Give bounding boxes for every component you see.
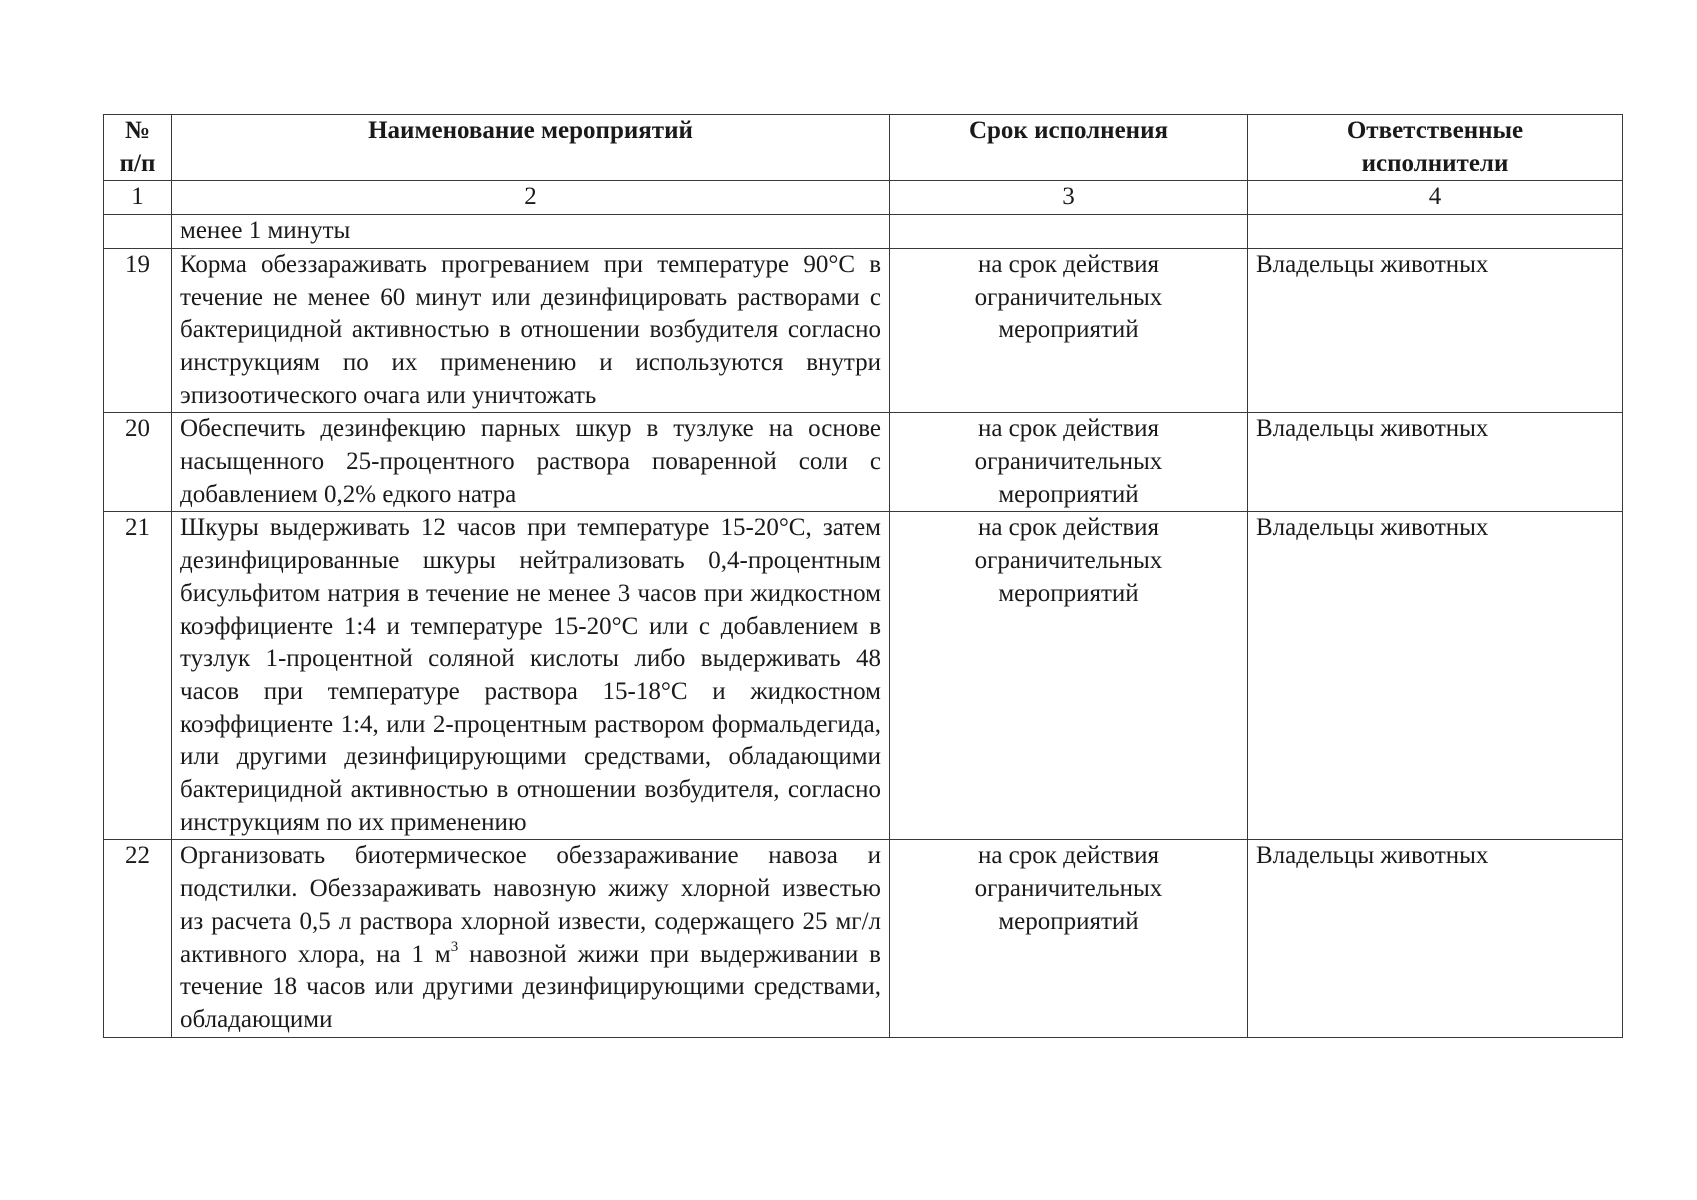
term-line: на срок действия xyxy=(977,514,1160,542)
term-line: ограничительных xyxy=(974,448,1163,476)
row-description: Обеспечить дезинфекцию парных шкур в тузлуке на основе насыщенного 25-процентного раствора поваренной соли с добавлением 0,2% едкого натра xyxy=(172,413,890,512)
row-num: 22 xyxy=(104,840,172,1037)
superscript: 3 xyxy=(450,938,459,955)
row-description xyxy=(172,840,890,1037)
row-term xyxy=(890,248,1248,413)
header-row xyxy=(104,115,1623,181)
term-line: на срок действия xyxy=(977,842,1160,870)
row-responsible: Владельцы животных xyxy=(1248,248,1623,413)
row-term xyxy=(890,413,1248,512)
measures-table xyxy=(103,114,1623,1038)
row-responsible: Владельцы животных xyxy=(1248,840,1623,1037)
column-number-row xyxy=(104,181,1623,215)
description-part: Организовать биотермическое обеззараживание навоза и подстилки. Обеззараживать навозную жижу хлорной известью из расчета 0,5 л раствора хлорной извести, содержащего 25 мг/л активного хлора, на 1 м xyxy=(180,842,881,968)
column-number: 1 xyxy=(104,181,172,215)
table-row xyxy=(104,248,1623,413)
row-num: 20 xyxy=(104,413,172,512)
table-row xyxy=(104,413,1623,512)
term-line: мероприятий xyxy=(998,579,1139,607)
term-line: ограничительных xyxy=(974,547,1163,575)
header-resp-line2: исполнители xyxy=(1361,149,1509,177)
row-responsible xyxy=(1248,215,1623,249)
header-term: Срок исполнения xyxy=(890,115,1248,181)
header-name: Наименование мероприятий xyxy=(172,115,890,181)
column-number: 3 xyxy=(890,181,1248,215)
row-num: 21 xyxy=(104,512,172,840)
row-term xyxy=(890,512,1248,840)
header-resp xyxy=(1248,115,1623,181)
header-num-line2: п/п xyxy=(119,149,156,177)
term-line: ограничительных xyxy=(974,283,1163,311)
row-num: 19 xyxy=(104,248,172,413)
row-description: менее 1 минуты xyxy=(172,215,890,249)
column-number: 4 xyxy=(1248,181,1623,215)
term-line: на срок действия xyxy=(977,250,1160,278)
header-num xyxy=(104,115,172,181)
term-line: ограничительных xyxy=(974,875,1163,903)
header-resp-line1: Ответственные xyxy=(1346,117,1524,144)
row-term xyxy=(890,215,1248,249)
term-line: мероприятий xyxy=(998,907,1139,935)
term-line: мероприятий xyxy=(998,480,1139,508)
header-num-line1: № xyxy=(124,117,151,144)
table-row xyxy=(104,840,1623,1037)
row-description: Корма обеззараживать прогреванием при температуре 90°С в течение не менее 60 минут или дезинфицировать растворами с бактерицидной активностью в отношении возбудителя согласно инструкциям по их применению и используются внутри эпизоотического очага или уничтожать xyxy=(172,248,890,413)
row-responsible: Владельцы животных xyxy=(1248,413,1623,512)
continuation-row xyxy=(104,215,1623,249)
row-responsible: Владельцы животных xyxy=(1248,512,1623,840)
table-row xyxy=(104,512,1623,840)
term-line: мероприятий xyxy=(998,316,1139,344)
description-part: навозной жижи при выдерживании в течение 18 часов или другими дезинфицирующими средствами, обладающими xyxy=(180,940,881,1033)
row-term xyxy=(890,840,1248,1037)
term-line: на срок действия xyxy=(977,415,1160,443)
row-num xyxy=(104,215,172,249)
column-number: 2 xyxy=(172,181,890,215)
row-description: Шкуры выдерживать 12 часов при температуре 15-20°С, затем дезинфицированные шкуры нейтрализовать 0,4-процентным бисульфитом натрия в течение не менее 3 часов при жидкостном коэффициенте 1:4 и температуре 15-20°С или с добавлением в тузлук 1-процентной соляной кислоты либо выдерживать 48 часов при температуре раствора 15-18°С и жидкостном коэффициенте 1:4, или 2-процентным раствором формальдегида, или другими дезинфицирующими средствами, обладающими бактерицидной активностью в отношении возбудителя, согласно инструкциям по их применению xyxy=(172,512,890,840)
